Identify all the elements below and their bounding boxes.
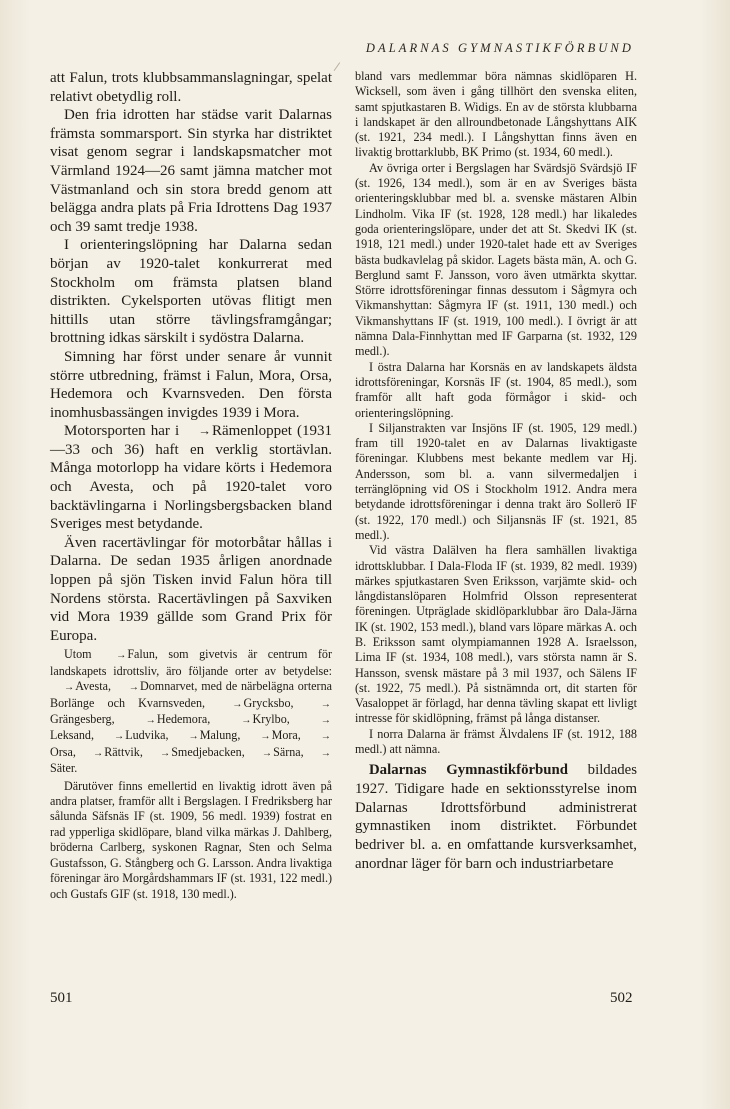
right-paragraph-1: bland vars medlemmar böra nämnas skidlöparen H. Wicksell, som även i gång tillhört den svenska eliten, samt spjutkastaren B. Widigs. En av de största klubbarna i landskapet är den allroundbetonade Långshyttans AIK (st. 1921, 234 medl.). I Långshyttan finns även en livaktig brottarklubb, BK Primo (st. 1934, 60 medl.). bbox=[355, 69, 637, 160]
cross-reference-arrow-icon: → bbox=[241, 715, 252, 727]
right-paragraph-6: I norra Dalarna är främst Älvdalens IF (st. 1912, 188 medl.) att nämna. bbox=[355, 726, 637, 757]
right-paragraph-4: I Siljanstrakten var Insjöns IF (st. 1905, 129 medl.) fram till 1920-talet en av Dalarnas livaktigaste föreningar. Klubbens mest bekante medlem var Hj. Andersson, som bl. a. vann silvermedaljen i terränglöpning vid OS i Stockholm 1912. Andra mera betydande idrottsföreningar i denna trakt äro Sollerö IF (st. 1922, 170 medl.) och Siljansnäs IF (st. 1921, 85 medl.). bbox=[355, 420, 637, 542]
cross-reference-arrow-icon: → bbox=[261, 747, 273, 759]
place-link-ludvika[interactable]: Ludvika bbox=[125, 728, 166, 743]
p7-mid: , som givetvis är centrum för landskapets idrottsliv, äro följande orter av betydelse: bbox=[50, 647, 333, 678]
right-paragraph-3: I östra Dalarna har Korsnäs en av landskapets äldsta idrottsföreningar, Korsnäs IF (st. 1904, 85 medl.), som framför allt haft goda förmågor i skid- och orienteringslöpning. bbox=[355, 359, 637, 420]
separator: , bbox=[300, 744, 307, 759]
left-column bbox=[50, 69, 332, 902]
separator: , bbox=[139, 744, 146, 759]
cross-reference-ramenloppet[interactable]: Rämenloppet bbox=[211, 423, 292, 440]
place-link-grängesberg[interactable]: Grängesberg bbox=[50, 712, 112, 727]
place-link-malung[interactable]: Malung bbox=[199, 728, 238, 743]
cross-reference-arrow-icon: → bbox=[113, 731, 125, 743]
separator: , bbox=[165, 728, 175, 743]
place-list bbox=[50, 679, 332, 775]
place-link-avesta[interactable]: Avesta bbox=[75, 679, 108, 694]
cross-reference-arrow-icon: → bbox=[320, 731, 331, 743]
cross-reference-arrow-icon: → bbox=[320, 715, 332, 727]
right-paragraph-5: Vid västra Dalälven ha flera samhällen livaktiga idrottsklubbar. I Dala-Floda IF (st. 1939, 82 medl. 1939) märkes spjutkastaren Sven Eriksson, varjämte skid- och långdistanslöparen Holmfrid Olsson representerat föreningen. Utpräglade skidlöparklubbar äro Dala-Järna IK (st. 1902, 153 medl.), bland vars löpare märkas A. och B. Eriksson samt olympiamannen 1928 A. Israelsson, Lima IF (st. 1934, 108 medl.), vars största namn är S. Hansson, svensk mästare på 3 mil 1937, och Sälens IF (st. 1922, 75 medl.). På sistnämnda ort, dit starten för Vasaloppet är förlagd, har denna tävling skapat ett livligt intresse för skidlöpning, främst på långa distanser. bbox=[355, 543, 637, 726]
cross-reference-falun[interactable]: Falun bbox=[127, 647, 155, 662]
page-number-right: 502 bbox=[610, 990, 633, 1006]
place-link-domnarvet[interactable]: Domnarvet bbox=[140, 679, 195, 694]
left-paragraph-4: Simning har först under senare år vunnit större utbredning, främst i Falun, Mora, Orsa, Hedemora och Kvarnsveden. Den första inomhusbassängen invigdes 1939 i Mora. bbox=[50, 348, 332, 421]
cross-reference-arrow-icon: → bbox=[260, 731, 271, 743]
separator: , bbox=[237, 728, 247, 743]
left-paragraph-7 bbox=[50, 647, 332, 776]
separator: . bbox=[74, 761, 78, 776]
left-paragraph-1: att Falun, trots klubbsammanslagningar, spelat relativt obetydlig roll. bbox=[50, 70, 332, 105]
cross-reference-arrow-icon: → bbox=[320, 698, 331, 710]
p7-pre: Utom bbox=[64, 647, 103, 662]
left-paragraph-6: Även racertävlingar för motorbåtar hållas i Dalarna. De sedan 1935 årligen anordnade loppen på sjön Tisken invid Falun höra till Nordens största. Racertävlingen på Saxviken vid Mora 1939 gällde som Grand Prix för Europa. bbox=[50, 534, 332, 644]
place-link-rättvik[interactable]: Rättvik bbox=[104, 744, 140, 759]
cross-reference-arrow-icon: → bbox=[232, 698, 243, 710]
cross-reference-arrow-icon: → bbox=[198, 424, 211, 439]
cross-reference-arrow-icon: → bbox=[320, 747, 332, 759]
separator: , bbox=[107, 679, 115, 694]
left-paragraph-2: Den fria idrotten har städse varit Dalarnas främsta sommarsport. Sin styrka har distriktet visat genom segrar i landskapsmatcher mot Värmland 1924—26 samt jämna matcher mot Västmanland och sin stora bredd genom att belägga andra plats på Fria Idrottens Dag 1937 och 39 samt tredje 1938. bbox=[50, 107, 332, 235]
place-link-mora[interactable]: Mora bbox=[271, 728, 298, 743]
running-title: DALARNAS GYMNASTIKFÖRBUND bbox=[365, 41, 634, 55]
separator: , bbox=[90, 728, 100, 743]
place-link-krylbo[interactable]: Krylbo bbox=[252, 712, 287, 727]
cross-reference-arrow-icon: → bbox=[145, 715, 156, 727]
margin-mark bbox=[334, 62, 349, 77]
section-text: bildades 1927. Tidigare hade en sektionsstyrelse inom Dalarnas Idrottsförbund administrerat gymnastiken inom distriktet. Förbundet bedriver bl. a. en omfattande kursverksamhet, anordnar läger för barn och industriarbetare bbox=[355, 762, 637, 872]
left-paragraph-5 bbox=[50, 422, 332, 534]
right-paragraph-2: Av övriga orter i Bergslagen har Svärdsjö Svärdsjö IF (st. 1926, 134 medl.), som är en av Sveriges bästa orienteringsklubbar med bl. a. svenske mästaren Albin Lindholm. Vika IF (st. 1928, 128 medl.) har likaledes goda orienteringslöpare, under det att St. Skedvi IK (st. 1918, 121 medl.) under 1920-talet hade ett av Sveriges bästa budkavlelag på skidor. Lagets bästa män, A. och G. Berglund samt F. Jansson, voro även utmärkta skyttar. Större idrottsföreningar finnas dessutom i Sågmyra och Vikmanshyttan: Sågmyra IF (st. 1911, 130 medl.) och Vikmanshyttans IF (st. 1919, 100 medl.). I övrigt är att nämna Dala-Finnhyttan med IF Garparna (st. 1932, 129 medl.). bbox=[355, 160, 637, 359]
cross-reference-arrow-icon: → bbox=[92, 747, 104, 759]
place-link-grycksbo[interactable]: Grycksbo bbox=[243, 695, 291, 710]
separator: , bbox=[290, 695, 307, 710]
separator: , bbox=[241, 744, 248, 759]
cross-reference-arrow-icon: → bbox=[116, 650, 127, 662]
separator: , bbox=[207, 712, 228, 727]
p5-pre: Motorsporten har i bbox=[64, 423, 185, 440]
place-link-hedemora[interactable]: Hedemora bbox=[156, 712, 208, 727]
place-link-orsa[interactable]: Orsa bbox=[50, 744, 73, 759]
page-number-left: 501 bbox=[50, 990, 73, 1006]
separator: , bbox=[72, 744, 79, 759]
separator: , bbox=[111, 712, 132, 727]
cross-reference-arrow-icon: → bbox=[159, 747, 171, 759]
section-lead: Dalarnas Gymnastikförbund bbox=[369, 762, 568, 779]
place-note: , med de närbelägna orterna Borlänge och Kvarnsveden, bbox=[50, 679, 332, 710]
right-column bbox=[355, 69, 637, 874]
place-link-säter[interactable]: Säter bbox=[50, 761, 75, 776]
cross-reference-arrow-icon: → bbox=[128, 682, 139, 694]
place-link-leksand[interactable]: Leksand bbox=[50, 728, 91, 743]
cross-reference-arrow-icon: → bbox=[188, 731, 199, 743]
place-link-smedjebacken[interactable]: Smedjebacken bbox=[171, 744, 242, 759]
left-paragraph-3: I orienteringslöpning har Dalarna sedan början av 1920-talet konkurrerat med Stockholm om främsta platsen bland distrikten. Cykelsporten utövas flitigt men hittills utan större tävlingsframgångar; brottning idkas särskilt i sydöstra Dalarna. bbox=[50, 237, 332, 347]
place-link-särna[interactable]: Särna bbox=[273, 744, 301, 759]
separator: , bbox=[286, 712, 307, 727]
separator: , bbox=[297, 728, 307, 743]
p5-post: (1931—33 och 36) haft en verklig stortävlan. Många motorlopp ha vidare körts i Hedemora och Avesta, och på 1920-talet voro backtävlingarna i Norlingsbergsbacken bland Sveriges mest betydande. bbox=[50, 423, 333, 533]
right-paragraph-7 bbox=[355, 761, 637, 873]
cross-reference-arrow-icon: → bbox=[64, 682, 75, 694]
left-paragraph-8: Därutöver finns emellertid en livaktig idrott även på andra platser, framför allt i Bergslagen. I Fredriksberg har sålunda Säfsnäs IF (st. 1909, 56 medl. 1939) fostrat en rad ypperliga skidlöpare, bland vilka märkas J. Dahlberg, bröderna Carlberg, syskonen Ragnar, Sten och Selma Gustafsson, G. Stångberg och G. Larsson. Andra livaktiga föreningar äro Morgårdshammars IF (st. 1931, 122 medl.) och Gustafs GIF (st. 1918, 130 medl.). bbox=[50, 778, 332, 901]
